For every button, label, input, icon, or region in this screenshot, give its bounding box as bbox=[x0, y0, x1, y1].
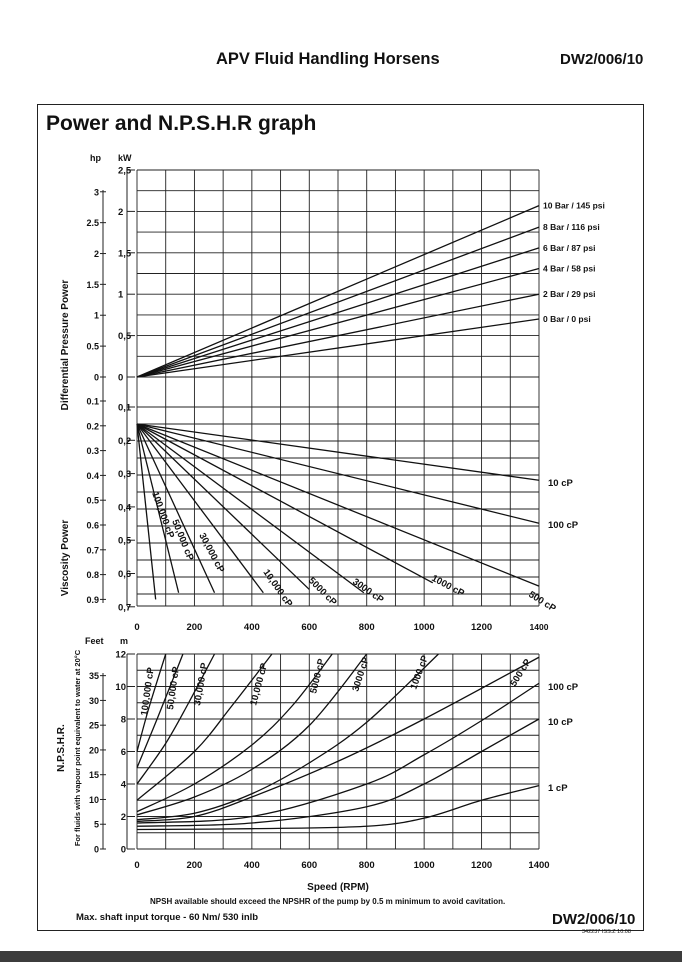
hp-tick-label: 1 bbox=[93, 310, 99, 321]
cavitation-note: NPSH available should exceed the NPSHR of the pump by 0.5 m minimum to avoid cavitation. bbox=[150, 897, 506, 906]
m-unit-label: m bbox=[120, 636, 129, 646]
power-series-label: 0 Bar / 0 psi bbox=[543, 314, 591, 325]
viscosity-line-100-000-cp bbox=[137, 424, 156, 599]
document-code: DW2/006/10 bbox=[560, 51, 644, 68]
viscosity-series-label: 500 cP bbox=[526, 589, 558, 615]
speed-tick-label-lower: 600 bbox=[301, 860, 318, 871]
npshr-series-label: 500 cP bbox=[508, 657, 534, 689]
m-tick-label: 2 bbox=[120, 812, 126, 823]
speed-tick-label-upper: 1000 bbox=[413, 622, 435, 633]
page-title: Power and N.P.S.H.R graph bbox=[46, 112, 317, 135]
hp-tick-label: 2.5 bbox=[86, 218, 99, 229]
feet-tick-label: 0 bbox=[93, 844, 99, 855]
feet-tick-label: 25 bbox=[88, 720, 99, 731]
hp-tick-label: 0 bbox=[93, 372, 99, 383]
hp-tick-label: 0.8 bbox=[86, 570, 99, 581]
feet-tick-label: 20 bbox=[88, 745, 99, 756]
npshr-axis-title: N.P.S.H.R. bbox=[56, 724, 67, 772]
hp-tick-label: 0.7 bbox=[86, 545, 99, 556]
viscosity-axis-title: Viscosity Power bbox=[60, 519, 71, 597]
hp-tick-label: 0.4 bbox=[86, 470, 99, 481]
speed-tick-label-lower: 1400 bbox=[528, 860, 550, 871]
npshr-series-label: 3000 cP bbox=[350, 655, 372, 693]
speed-tick-label-upper: 200 bbox=[186, 622, 203, 633]
hp-tick-label: 0.5 bbox=[86, 495, 99, 506]
hp-tick-label: 0.1 bbox=[86, 396, 99, 407]
footer-code: DW2/006/10 bbox=[552, 911, 636, 928]
viscosity-series-label: 100 cP bbox=[548, 520, 579, 531]
m-tick-label: 0 bbox=[120, 844, 126, 856]
viscosity-series-label: 3000 cP bbox=[350, 576, 386, 606]
feet-tick-label: 15 bbox=[88, 770, 99, 781]
speed-tick-label-lower: 1200 bbox=[471, 860, 493, 871]
npshr-series-label: 5000 cP bbox=[308, 657, 328, 695]
kw-tick-label: 2 bbox=[118, 206, 124, 218]
viscosity-series-label: 10,000 cP bbox=[260, 567, 295, 610]
kw-tick-label: 1,5 bbox=[118, 248, 132, 260]
speed-tick-label-upper: 400 bbox=[243, 622, 260, 633]
m-tick-label: 10 bbox=[115, 682, 126, 693]
speed-tick-label-lower: 400 bbox=[243, 860, 260, 871]
power-series-label: 10 Bar / 145 psi bbox=[543, 200, 605, 211]
power-series-label: 4 Bar / 58 psi bbox=[543, 263, 596, 274]
company-header: APV Fluid Handling Horsens bbox=[216, 50, 440, 68]
hp-tick-label: 2 bbox=[93, 249, 99, 260]
torque-note: Max. shaft input torque - 60 Nm/ 530 inlb bbox=[76, 912, 259, 923]
npshr-axis-note: For fluids with vapour point equivalent to water at 20°C bbox=[73, 649, 82, 847]
npshr-series-label: 1 cP bbox=[548, 783, 568, 794]
feet-tick-label: 35 bbox=[88, 671, 99, 682]
kw-tick-label: 0,1 bbox=[118, 402, 132, 414]
viscosity-line-3000-cp bbox=[137, 424, 364, 593]
kw-unit-label: kW bbox=[118, 153, 132, 163]
feet-unit-label: Feet bbox=[85, 636, 104, 646]
feet-tick-label: 10 bbox=[88, 794, 99, 805]
m-tick-label: 12 bbox=[115, 649, 126, 661]
hp-tick-label: 0.3 bbox=[86, 446, 99, 457]
issue-number: 342237 ISS.Z 10.08 bbox=[582, 929, 631, 935]
kw-tick-label: 0 bbox=[118, 372, 124, 384]
speed-tick-label-lower: 200 bbox=[186, 860, 203, 871]
power-series-label: 8 Bar / 116 psi bbox=[543, 222, 600, 233]
kw-tick-label: 0,5 bbox=[118, 535, 132, 547]
viscosity-series-label: 1000 cP bbox=[429, 572, 467, 600]
npshr-line-1000-cp bbox=[137, 654, 439, 820]
npshr-series-label: 1000 cP bbox=[408, 653, 431, 692]
viscosity-series-label: 30,000 cP bbox=[196, 531, 227, 575]
speed-tick-label-upper: 1200 bbox=[471, 622, 493, 633]
viscosity-series-label: 100,000 cP bbox=[149, 490, 177, 540]
hp-tick-label: 0.2 bbox=[86, 421, 99, 432]
speed-tick-label-lower: 0 bbox=[134, 860, 140, 871]
kw-tick-label: 0,3 bbox=[118, 469, 132, 481]
kw-tick-label: 0,2 bbox=[118, 435, 132, 447]
kw-tick-label: 2,5 bbox=[118, 165, 132, 177]
viscosity-series-label: 50,000 cP bbox=[169, 518, 196, 563]
npshr-series-label: 10,000 cP bbox=[248, 662, 271, 707]
hp-tick-label: 3 bbox=[93, 187, 99, 198]
m-tick-label: 8 bbox=[120, 714, 126, 726]
bottom-strip bbox=[0, 951, 682, 962]
hp-tick-label: 0.9 bbox=[86, 594, 99, 605]
kw-tick-label: 1 bbox=[118, 289, 124, 301]
power-series-label: 2 Bar / 29 psi bbox=[543, 289, 596, 300]
hp-tick-label: 1.5 bbox=[86, 279, 99, 290]
npshr-series-label: 50,000 cP bbox=[165, 665, 183, 711]
feet-tick-label: 5 bbox=[93, 819, 99, 830]
hp-tick-label: 0.5 bbox=[86, 341, 99, 352]
viscosity-series-label: 5000 cP bbox=[305, 575, 339, 609]
power-series-label: 6 Bar / 87 psi bbox=[543, 242, 596, 253]
kw-tick-label: 0,6 bbox=[118, 569, 132, 580]
speed-axis-title: Speed (RPM) bbox=[307, 882, 369, 893]
viscosity-series-label: 10 cP bbox=[548, 478, 573, 489]
hp-tick-label: 0.6 bbox=[86, 520, 99, 531]
speed-tick-label-upper: 600 bbox=[301, 622, 318, 633]
npshr-series-label: 100,000 cP bbox=[139, 666, 157, 717]
power-axis-title: Differential Pressure Power bbox=[60, 279, 71, 411]
speed-tick-label-upper: 800 bbox=[358, 622, 375, 633]
speed-tick-label-upper: 1400 bbox=[529, 622, 549, 632]
hp-unit-label: hp bbox=[90, 153, 101, 163]
m-tick-label: 4 bbox=[120, 779, 126, 791]
kw-tick-label: 0,4 bbox=[118, 502, 132, 514]
feet-tick-label: 30 bbox=[88, 695, 99, 706]
speed-tick-label-lower: 1000 bbox=[413, 860, 435, 871]
speed-tick-label-upper: 0 bbox=[134, 622, 140, 633]
npshr-series-label: 100 cP bbox=[548, 682, 579, 693]
viscosity-line-30-000-cp bbox=[137, 424, 215, 593]
npshr-series-label: 10 cP bbox=[548, 717, 573, 728]
npshr-series-label: 30,000 cP bbox=[192, 661, 211, 707]
npshr-line-5000-cp bbox=[137, 654, 332, 812]
viscosity-line-1000-cp bbox=[137, 424, 433, 583]
kw-tick-label: 0,7 bbox=[118, 602, 132, 614]
kw-tick-label: 0,5 bbox=[118, 331, 132, 343]
speed-tick-label-lower: 800 bbox=[358, 860, 375, 871]
m-tick-label: 6 bbox=[120, 747, 126, 758]
